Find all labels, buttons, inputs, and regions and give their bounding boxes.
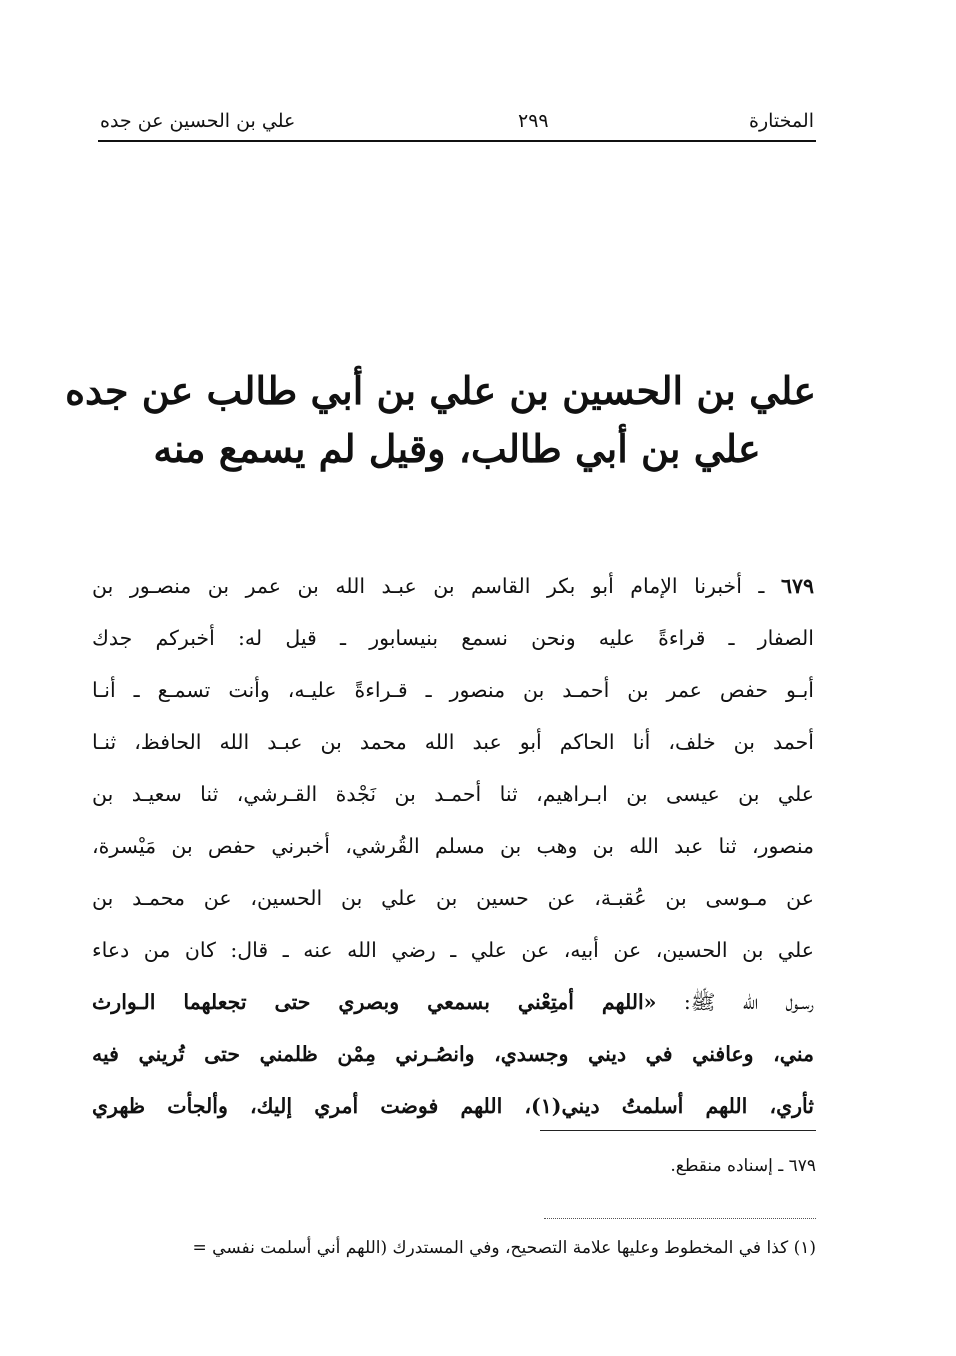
header-book-title: المختارة	[749, 110, 814, 132]
footnote-divider	[540, 1130, 816, 1131]
text-line-9-plain: رسـول الله ﷺ:	[656, 990, 814, 1014]
heading-line-1: علي بن الحسين بن علي بن أبي طالب عن جده	[65, 368, 816, 413]
text-line-4: أحمد بن خلف، أنا الحاكم أبو عبد الله محمد بن عبـد الله الحافظ، ثنـا	[92, 730, 814, 754]
text-line-1-content: ـ أخبرنا الإمام أبو بكر القاسم بن عبـد الله بن عمر بن منصـور بن	[92, 574, 781, 598]
page-number: ٢٩٩	[518, 110, 549, 132]
text-line-6: منصور، ثنا عبد الله بن وهب بن مسلم القُرشي، أخبرني حفص بن مَيْسرة،	[92, 834, 814, 858]
section-heading	[65, 362, 816, 478]
hadith-text	[92, 560, 814, 1132]
footnote-679: ٦٧٩ ـ إسناده منقطع.	[670, 1156, 816, 1176]
header-chapter-title: علي بن الحسين عن جده	[100, 110, 296, 132]
text-line-3: أبـو حفص عمر بن أحمـد بن منصور ـ قـراءةً عليـه، وأنت تسمـع ـ أنـا	[92, 678, 814, 702]
text-line-11: ثأري، اللهم أسلمتُ ديني(١)، اللهم فوضت أمري إليك، وألجأت ظهري	[92, 1094, 814, 1118]
text-line-1	[92, 560, 814, 612]
text-line-8: علي بن الحسين، عن أبيه، عن علي ـ رضي الله عنه ـ قال: كان من دعاء	[92, 938, 814, 962]
running-header	[98, 104, 816, 142]
text-line-10: مني، وعافني في ديني وجسدي، وانصُـرني مِمْن ظلمني حتى تُريني فيه	[92, 1042, 814, 1066]
footnote-dotted-divider	[544, 1218, 816, 1219]
text-line-5: علي بن عيسى بن ابـراهيم، ثنا أحمـد بن نَجْدة القـرشي، ثنا سعيـد بن	[92, 782, 814, 806]
text-line-2: الصفار ـ قراءةً عليه ونحن نسمع بنيسابور ـ قيل له: أخبركم جدك	[92, 626, 814, 650]
text-line-9-bold: «اللهم أمتِعْني بسمعي وبصري حتى تجعلهما الـوارث	[92, 990, 657, 1014]
hadith-number: ٦٧٩	[780, 574, 814, 598]
heading-line-2: علي بن أبي طالب، وقيل لم يسمع منه	[153, 426, 761, 471]
text-line-7: عن مـوسى بن عُقبـة، عن حسين بن علي بن الحسين، عن محمـد بن	[92, 886, 814, 910]
text-line-9	[92, 976, 814, 1028]
footnote-1: (١) كذا في المخطوط وعليها علامة التصحيح، وفي المستدرك (اللهم أني أسلمت نفسي =	[192, 1238, 816, 1258]
